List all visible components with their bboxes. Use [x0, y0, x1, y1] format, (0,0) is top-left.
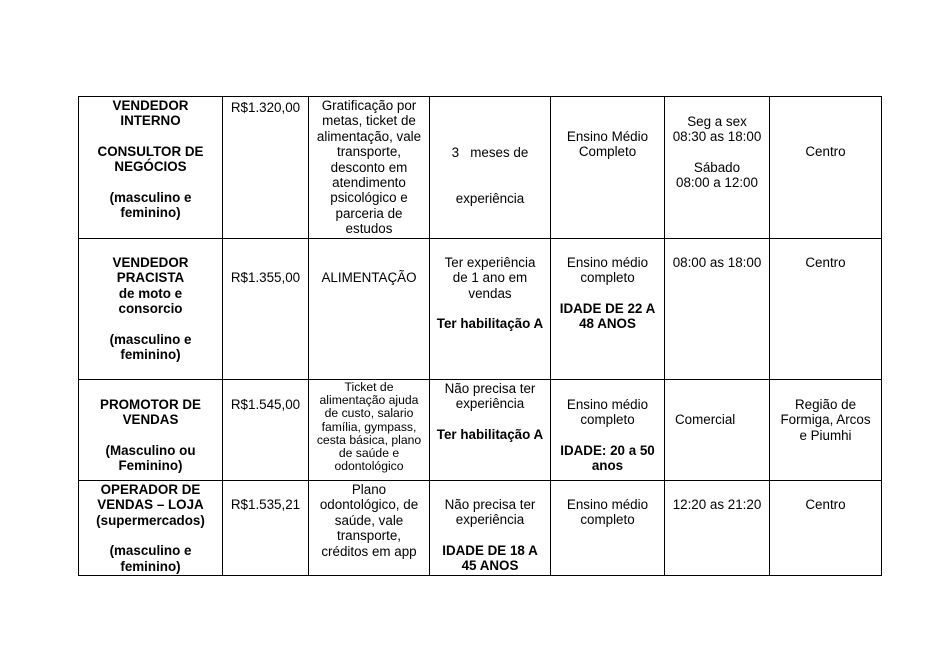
education-line: Ensino médio: [566, 397, 649, 412]
benefit-line: Ticket de: [344, 380, 394, 394]
schedule-cell: [665, 481, 770, 576]
benefit-line: família, gympass,: [321, 419, 417, 434]
location-line: Formiga, Arcos: [780, 412, 871, 428]
role-line: VENDEDOR: [112, 98, 189, 113]
experience-line: 3 meses de: [451, 144, 529, 160]
benefit-line: Plano: [351, 482, 387, 497]
role-cell: [79, 239, 223, 380]
benefit-line: odontológico: [334, 459, 404, 474]
age-requirement: IDADE DE 22 A: [559, 300, 656, 316]
experience-cell: [430, 380, 551, 481]
benefits-cell: [309, 380, 430, 481]
education-cell: [551, 97, 665, 239]
age-requirement: IDADE DE 18 A: [442, 542, 538, 558]
education-line: Ensino Médio: [566, 129, 649, 144]
benefit-line: transporte,: [336, 144, 401, 160]
license-requirement: Ter habilitação A: [436, 316, 544, 332]
salary-cell: [223, 97, 309, 239]
experience-cell: [430, 239, 551, 380]
role-line: VENDAS: [122, 412, 179, 428]
schedule-line: 08:00 as 18:00: [672, 255, 762, 270]
role-line: VENDEDOR: [112, 255, 189, 270]
location-cell: [770, 380, 882, 481]
benefit-line: de custo, salario: [324, 406, 414, 421]
job-openings-table: [78, 96, 882, 576]
education-line: Ensino médio: [566, 497, 649, 512]
role-line: (supermercados): [96, 512, 205, 528]
schedule-line: Sábado: [693, 159, 741, 175]
table-row: [79, 239, 882, 380]
benefits-cell: [309, 239, 430, 380]
education-line: Ensino médio: [566, 255, 649, 270]
benefit-line: saúde, vale: [334, 512, 404, 528]
role-line: PROMOTOR DE: [100, 397, 201, 412]
salary-cell: [223, 380, 309, 481]
role-line: feminino): [120, 558, 181, 574]
benefits-cell: [309, 97, 430, 239]
role-line: (masculino e: [109, 189, 192, 205]
education-cell: [551, 239, 665, 380]
schedule-cell: [665, 239, 770, 380]
age-requirement: 45 ANOS: [461, 558, 519, 574]
benefit-line: Gratificação por: [321, 98, 417, 113]
benefits-cell: [309, 481, 430, 576]
education-line: Completo: [578, 144, 637, 160]
benefit-line: desconto em: [330, 159, 408, 175]
schedule-line: 08:30 as 18:00: [672, 129, 762, 145]
age-requirement: anos: [591, 458, 624, 474]
schedule-cell: [665, 380, 770, 481]
experience-line: Ter experiência: [444, 255, 536, 270]
role-line: feminino): [120, 347, 181, 363]
license-requirement: Ter habilitação A: [436, 426, 544, 442]
experience-line: experiência: [455, 396, 525, 412]
benefit-line: cesta básica, plano: [316, 432, 422, 447]
role-line: de moto e: [118, 285, 183, 301]
education-line: completo: [580, 270, 635, 286]
benefit-line: atendimento: [332, 175, 406, 191]
benefit-line: estudos: [345, 221, 393, 237]
experience-line: vendas: [468, 285, 512, 301]
schedule-line: Seg a sex: [687, 114, 747, 129]
location-line: Centro: [805, 497, 846, 512]
table-row: [79, 97, 882, 239]
education-cell: [551, 481, 665, 576]
schedule-cell: [665, 97, 770, 239]
table-row: [79, 380, 882, 481]
age-requirement: IDADE: 20 a 50: [560, 442, 655, 458]
education-line: completo: [580, 412, 635, 428]
salary-cell: [223, 481, 309, 576]
schedule-line: 08:00 a 12:00: [676, 175, 758, 191]
benefit-line: transporte,: [336, 528, 401, 544]
benefit-line: odontológico, de: [319, 497, 419, 513]
benefit-line: psicológico e: [330, 190, 408, 206]
location-cell: [770, 239, 882, 380]
benefit-line: alimentação ajuda: [319, 393, 419, 408]
role-line: INTERNO: [120, 113, 181, 129]
schedule-line: Comercial: [675, 412, 736, 427]
salary-value: R$1.545,00: [230, 397, 301, 412]
role-line: CONSULTOR DE: [97, 143, 204, 159]
salary-value: R$1.320,00: [230, 100, 301, 115]
location-cell: [770, 481, 882, 576]
benefit-line: alimentação, vale: [316, 128, 422, 144]
experience-line: experiência: [455, 512, 525, 528]
benefit-line: ALIMENTAÇÃO: [321, 270, 417, 285]
benefit-line: metas, ticket de: [322, 113, 416, 129]
role-cell: [79, 481, 223, 576]
role-line: feminino): [120, 205, 181, 221]
age-requirement: 48 ANOS: [579, 316, 636, 332]
salary-cell: [223, 239, 309, 380]
role-line: consorcio: [118, 301, 183, 317]
role-line: NEGÓCIOS: [114, 159, 187, 175]
benefit-line: parceria de: [335, 205, 403, 221]
experience-line: de 1 ano em: [452, 270, 528, 286]
role-line: (masculino e: [109, 543, 192, 559]
role-line: (masculino e: [109, 331, 192, 347]
education-line: completo: [580, 512, 635, 528]
benefit-line: créditos em app: [321, 543, 417, 559]
role-line: OPERADOR DE: [100, 482, 201, 497]
experience-line: Não precisa ter: [444, 381, 536, 396]
salary-value: R$1.535,21: [230, 497, 301, 512]
experience-cell: [430, 97, 551, 239]
role-cell: [79, 380, 223, 481]
experience-line: Não precisa ter: [444, 497, 536, 512]
salary-value: R$1.355,00: [230, 270, 301, 285]
experience-line: experiência: [455, 191, 525, 207]
schedule-line: 12:20 as 21:20: [672, 497, 762, 512]
location-line: Centro: [805, 255, 846, 270]
role-line: Feminino): [118, 458, 183, 474]
role-line: PRACISTA: [116, 270, 185, 286]
benefit-line: de saúde e: [338, 446, 400, 461]
location-cell: [770, 97, 882, 239]
location-line: Centro: [805, 144, 846, 159]
role-line: (Masculino ou: [105, 442, 196, 458]
education-cell: [551, 380, 665, 481]
location-line: e Piumhi: [799, 427, 852, 443]
table-row: [79, 481, 882, 576]
role-cell: [79, 97, 223, 239]
role-line: VENDAS – LOJA: [97, 497, 204, 513]
location-line: Região de: [794, 397, 857, 412]
experience-cell: [430, 481, 551, 576]
